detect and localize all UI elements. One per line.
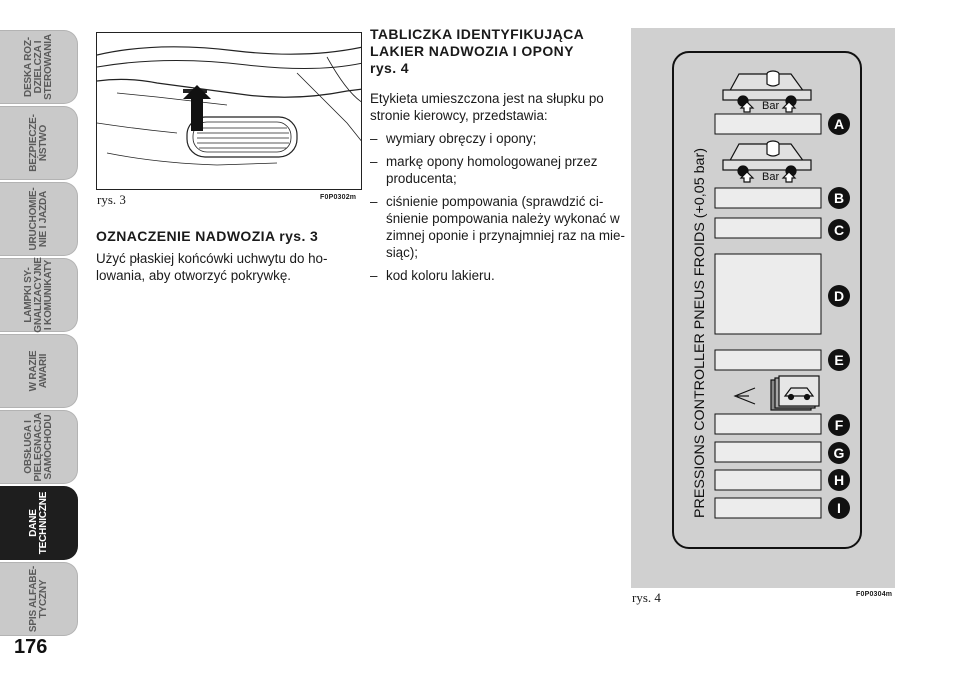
field-g xyxy=(715,442,821,462)
list-item: – ciśnienie pompowania (sprawdzić ci-śnienie pompowania należy wykonać w zimnej oponie i przynajmniej raz na mie-siąc); xyxy=(370,194,625,260)
section-id-plate-intro: Etykieta umieszczona jest na słupku po stronie kierowcy, przedstawia: xyxy=(370,91,604,123)
section-body-marking-text: Użyć płaskiej końcówki uchwytu do ho-lowania, aby otworzyć pokrywkę. xyxy=(96,251,328,283)
tab-uruchomienie-i-jazda[interactable]: URUCHOMIE- NIE I JAZDA xyxy=(0,182,78,256)
figure-3-code: F0P0302m xyxy=(320,194,357,201)
vertical-pressure-text: PRESSIONS CONTROLLER PNEUS FROIDS (+0,05 bar) xyxy=(692,168,707,518)
figure-4-code: F0P0304m xyxy=(856,591,893,598)
paint-swatch-icon xyxy=(771,376,819,410)
letter-d: D xyxy=(833,288,845,304)
field-a xyxy=(715,114,821,134)
letter-h: H xyxy=(833,472,845,488)
list-item: – wymiary obręczy i opony; xyxy=(370,131,537,146)
figure-3-body-marking xyxy=(96,32,362,190)
letter-e: E xyxy=(834,352,844,368)
list-item: – kod koloru lakieru. xyxy=(370,268,495,283)
field-d xyxy=(715,254,821,334)
letter-g: G xyxy=(833,445,845,461)
field-c xyxy=(715,218,821,238)
figure-4-caption: rys. 4 xyxy=(632,590,661,605)
tab-dane-techniczne[interactable]: DANE TECHNICZNE xyxy=(0,486,78,560)
tab-bezpieczenstwo[interactable]: BEZPIECZE- ŃSTWO xyxy=(0,106,78,180)
tab-spis-alfabetyczny[interactable]: SPIS ALFABE- TYCZNY xyxy=(0,562,78,636)
figure-3-drawing xyxy=(97,33,362,190)
tab-deska-rozdzielcza[interactable]: DESKA ROZ- DZIELCZA I STEROWANIA xyxy=(0,30,78,104)
letter-a: A xyxy=(833,116,845,132)
field-e xyxy=(715,350,821,370)
figure-3-caption: rys. 3 xyxy=(97,192,126,207)
section-body-marking-title: OZNACZENIE NADWOZIA rys. 3 xyxy=(96,228,319,244)
page-number: 176 xyxy=(14,636,48,658)
tab-obsluga-i-pielegnacja[interactable]: OBSŁUGA I PIELĘGNACJA SAMOCHODU xyxy=(0,410,78,484)
figure-4-drawing xyxy=(631,28,895,588)
letter-c: C xyxy=(833,222,845,238)
list-item: – markę opony homologowanej przez producenta; xyxy=(370,154,598,186)
field-f xyxy=(715,414,821,434)
tab-lampki-sygnalizacyjne[interactable]: LAMPKI SY- GNALIZACYJNE I KOMUNIKATY xyxy=(0,258,78,332)
tab-w-razie-awarii[interactable]: W RAZIE AWARII xyxy=(0,334,78,408)
figure-4-id-label xyxy=(631,28,895,588)
bar-label-1: Bar xyxy=(762,100,780,112)
letter-b: B xyxy=(833,190,845,206)
field-b xyxy=(715,188,821,208)
bar-label-2: Bar xyxy=(762,171,780,183)
section-id-plate-title: TABLICZKA IDENTYFIKUJĄCA LAKIER NADWOZIA I OPONY rys. 4 xyxy=(370,26,585,76)
section-id-plate-list xyxy=(370,130,626,290)
letter-i: I xyxy=(837,500,841,516)
field-h xyxy=(715,470,821,490)
letter-f: F xyxy=(834,417,844,433)
field-i xyxy=(715,498,821,518)
